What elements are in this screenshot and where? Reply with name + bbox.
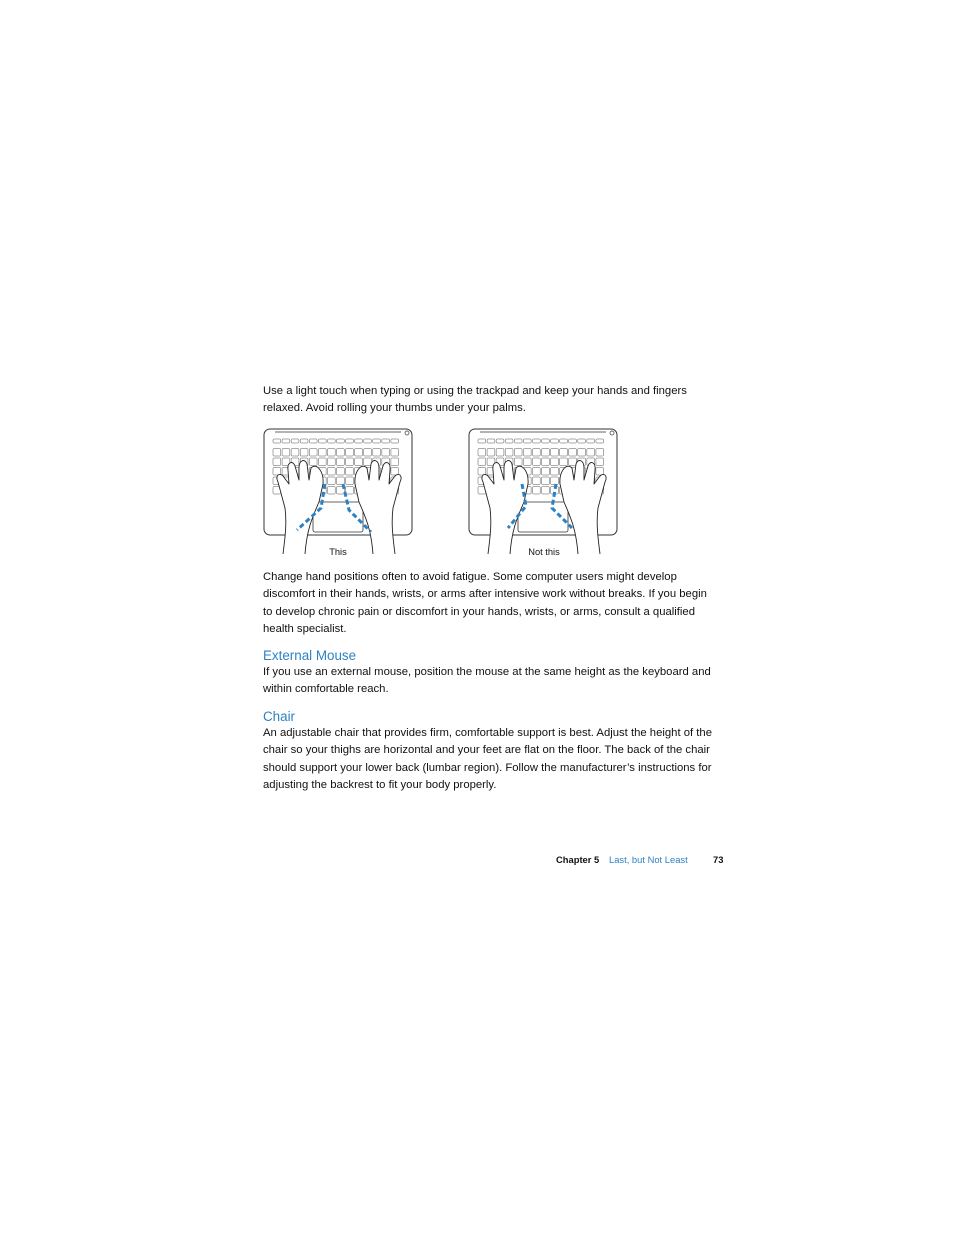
section-heading-external-mouse: External Mouse bbox=[263, 648, 357, 663]
hands-on-keyboard-incorrect-icon bbox=[468, 428, 620, 554]
section-heading-chair: Chair bbox=[263, 709, 295, 724]
footer-chapter: Chapter 5 bbox=[556, 854, 600, 865]
chair-paragraph: An adjustable chair that provides firm, comfortable support is best. Adjust the height of the chair so your thighs are horizontal and your feet are flat on the floor. The back of the chair should support your lower back (lumbar region). Follow the manufacturer’s instructions for adjusting the backrest to fit your body properly. bbox=[263, 727, 712, 792]
figure-not-this bbox=[468, 428, 620, 554]
external-mouse-paragraph: If you use an external mouse, position the mouse at the same height as the keyboard and within comfortable reach. bbox=[263, 666, 711, 696]
hand-positions-paragraph: Change hand positions often to avoid fatigue. Some computer users might develop discomfort in their hands, wrists, or arms after intensive work without breaks. If you begin to develop chronic pain or discomfort in your hands, wrists, or arms, consult a qualified health specialist. bbox=[263, 571, 707, 636]
hands-on-keyboard-correct-icon bbox=[263, 428, 415, 554]
figure-caption-this: This bbox=[329, 547, 347, 557]
page-number: 73 bbox=[713, 854, 724, 865]
footer-chapter-title: Last, but Not Least bbox=[609, 854, 688, 865]
figure-this bbox=[263, 428, 415, 554]
intro-paragraph: Use a light touch when typing or using the trackpad and keep your hands and fingers relaxed. Avoid rolling your thumbs under your palms. bbox=[263, 385, 687, 415]
figure-caption-not-this: Not this bbox=[528, 547, 560, 557]
